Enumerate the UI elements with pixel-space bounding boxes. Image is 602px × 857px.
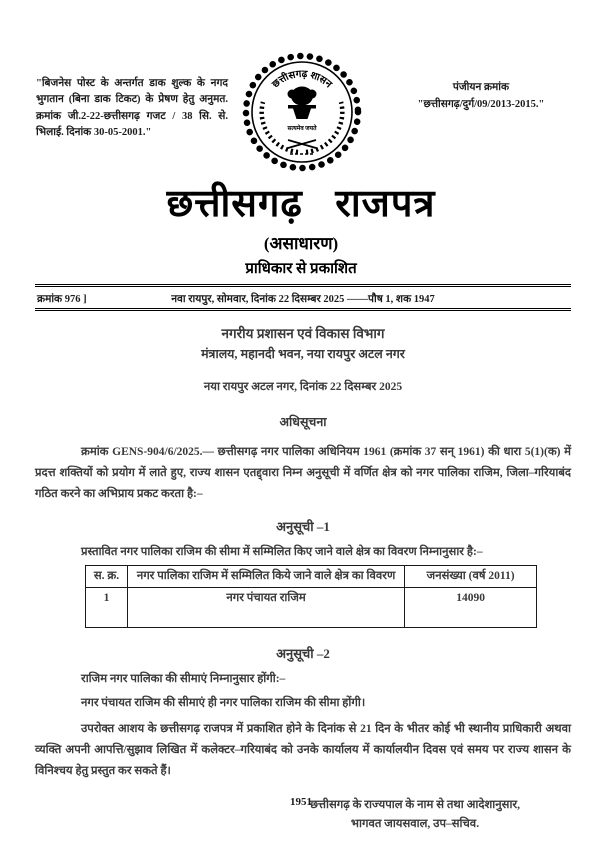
notification-body <box>35 324 571 834</box>
emblem-top-text: छत्तीसगढ़ शासन <box>270 68 334 91</box>
gazette-subtitle: (असाधारण) <box>263 234 339 253</box>
table-row <box>86 588 537 628</box>
table-header-serial: स. क्र. <box>86 565 128 587</box>
table-header-row <box>86 565 537 587</box>
ashoka-capital-icon <box>288 87 317 120</box>
schedule-1-table <box>85 565 537 628</box>
registration-label: पंजीयन क्रमांक <box>452 82 510 93</box>
table-cell-population: 14090 <box>405 588 537 628</box>
issue-date-band <box>35 284 571 311</box>
department-name: नगरीय प्रशासन एवं विकास विभाग <box>221 326 385 341</box>
gazette-title: छत्तीसगढ़ राजपत्र <box>166 183 436 225</box>
issue-date-line: नवा रायपुर, सोमवार, दिनांक 22 दिसम्बर 2025 ——पौष 1, शक 1947 <box>171 294 435 305</box>
registration-value: "छत्तीसगढ़/दुर्ग/09/2013-2015." <box>417 98 545 110</box>
emblem-motto: सत्यमेव जयते <box>287 126 317 132</box>
issue-number: क्रमांक 976 ] <box>37 294 87 305</box>
table-header-area: नगर पालिका राजिम में सम्मिलित किये जाने वाले क्षेत्र का विवरण <box>127 565 404 587</box>
schedule-1-heading: अनुसूची –1 <box>276 518 330 534</box>
schedule-1-intro: प्रस्तावित नगर पालिका राजिम की सीमा में सम्मिलित किए जाने वाले क्षेत्र का विवरण निम्नानुसार है:– <box>81 545 483 558</box>
schedule-2-line-2: नगर पंचायत राजिम की सीमाएं ही नगर पालिका राजिम की सीमा होंगी। <box>81 697 366 710</box>
schedule-2-line-1: राजिम नगर पालिका की सीमाएं निम्नानुसार होंगी:– <box>81 673 286 686</box>
notification-heading: अधिसूचना <box>279 415 327 429</box>
schedule-2-heading: अनुसूची –2 <box>276 646 330 662</box>
published-by-authority: प्राधिकार से प्रकाशित <box>245 261 357 277</box>
chhattisgarh-government-seal-icon <box>240 50 364 178</box>
table-cell-area: नगर पंचायत राजिम <box>127 588 404 628</box>
signature-authority-line: छत्तीसगढ़ के राज्यपाल के नाम से तथा आदेशानुसार, <box>310 798 520 811</box>
registration-number-note <box>388 80 574 114</box>
page-number: 1951 <box>290 796 312 808</box>
notification-dateline: नया रायपुर अटल नगर, दिनांक 22 दिसम्बर 2025 <box>203 381 403 393</box>
notification-paragraph-1: क्रमांक GENS-904/6/2025.— छत्तीसगढ़ नगर पालिका अधिनियम 1961 (क्रमांक 37 सन् 1961) की धारा 5(1)(क) में प्रदत्त शक्तियों को प्रयोग में लाते हुए, राज्य शासन एतद्द्वारा निम्न अनुसूची में वर्णित क्षेत्र को नगर पालिका राजिम, जिला–गरियाबंद गठित करने का अभिप्राय प्रकट करता है:– <box>35 446 571 500</box>
table-cell-serial: 1 <box>86 588 128 628</box>
signatory-name: भागवत जायसवाल, उप–सचिव. <box>350 817 480 830</box>
postal-permission-note: "बिजनेस पोस्ट के अन्तर्गत डाक शुल्क के नगद भुगतान (बिना डाक टिकट) के प्रेषण हेतु अनुमत. क्रमांक जी.2-22-छत्तीसगढ़ गजट / 38 सि. से. भिलाई. दिनांक 30-05-2001." <box>36 78 228 138</box>
notification-paragraph-2: उपरोक्त आशय के छत्तीसगढ़ राजपत्र में प्रकाशित होने के दिनांक से 21 दिन के भीतर कोई भी स्थानीय प्राधिकारी अथवा व्यक्ति अपनी आपत्ति/सुझाव लिखित में कलेक्टर–गरियाबंद को उनके कार्यालय में कार्यालयीन दिवस एवं समय पर राज्य शासन के विनिश्चय हेतु प्रस्तुत कर सकते हैं। <box>35 723 571 777</box>
ministry-address: मंत्रालय, महानदी भवन, नया रायपुर अटल नगर <box>201 347 405 361</box>
table-header-population: जनसंख्या (वर्ष 2011) <box>405 565 537 587</box>
